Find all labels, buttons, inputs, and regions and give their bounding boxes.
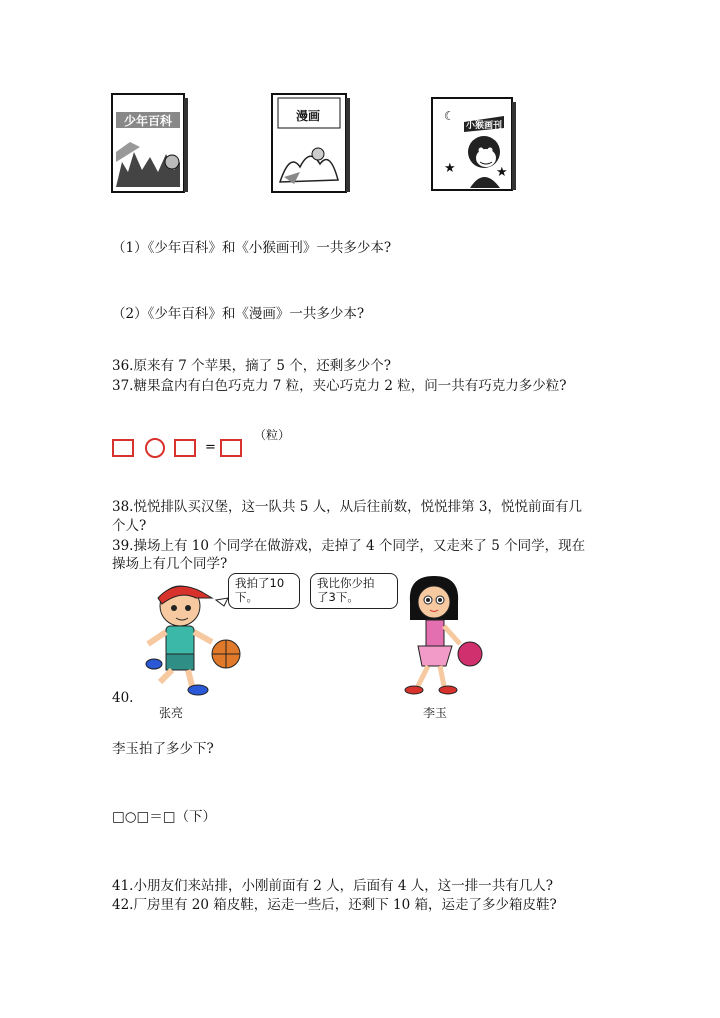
boy-name-label: 张亮: [159, 706, 184, 720]
question-40-number: 40.: [112, 690, 134, 706]
svg-text:★: ★: [444, 161, 456, 176]
book-xiaohou-huakan: [430, 96, 520, 194]
book-shaonian-baike: [110, 92, 190, 196]
equals-sign: =: [205, 440, 216, 455]
book-manhua: [270, 92, 352, 196]
question-36: 36.原来有 7 个苹果，摘了 5 个，还剩多少个?: [112, 358, 392, 374]
girl-speech-bubble: [310, 573, 398, 609]
question-38-line2: 个人?: [112, 518, 147, 534]
answer-box[interactable]: [112, 439, 134, 457]
question-39-line1: 39.操场上有 10 个同学在做游戏，走掉了 4 个同学，又走来了 5 个同学，现在: [112, 538, 586, 554]
answer-box[interactable]: [174, 439, 196, 457]
question-37: 37.糖果盒内有白色巧克力 7 粒，夹心巧克力 2 粒，问一共有巧克力多少粒?: [112, 378, 567, 394]
answer-box[interactable]: [220, 439, 242, 457]
boy-basketball-illustration: [136, 576, 246, 698]
girl-basketball-illustration: [400, 572, 490, 698]
book-title: 少年百科: [123, 114, 173, 128]
question-41: 41.小朋友们来站排，小刚前面有 2 人，后面有 4 人，这一排一共有几人?: [112, 878, 554, 894]
bubble-line: 我拍了10: [235, 576, 285, 590]
svg-text:☾: ☾: [444, 109, 455, 123]
bubble-line: 我比你少拍: [317, 576, 375, 590]
operator-circle[interactable]: [145, 438, 165, 458]
question-40-answer-template: □○□＝□（下）: [112, 809, 217, 825]
question-2: （2）《少年百科》和《漫画》一共多少本?: [112, 306, 365, 322]
svg-text:★: ★: [496, 165, 508, 180]
question-1: （1）《少年百科》和《小猴画刊》一共多少本?: [112, 240, 392, 256]
book-title: 漫画: [295, 109, 321, 123]
book-title: 小猴画刊: [465, 121, 503, 131]
unit-label: （粒）: [254, 428, 291, 442]
girl-name-label: 李玉: [423, 706, 448, 720]
bubble-line: 了3下。: [317, 590, 359, 604]
question-38-line1: 38.悦悦排队买汉堡，这一队共 5 人，从后往前数，悦悦排第 3，悦悦前面有几: [112, 499, 583, 515]
question-40-text: 李玉拍了多少下?: [112, 741, 214, 757]
question-42: 42.厂房里有 20 箱皮鞋，运走一些后，还剩下 10 箱，运走了多少箱皮鞋?: [112, 897, 557, 913]
question-39-line2: 操场上有几个同学?: [112, 556, 228, 572]
bubble-line: 下。: [235, 590, 258, 604]
